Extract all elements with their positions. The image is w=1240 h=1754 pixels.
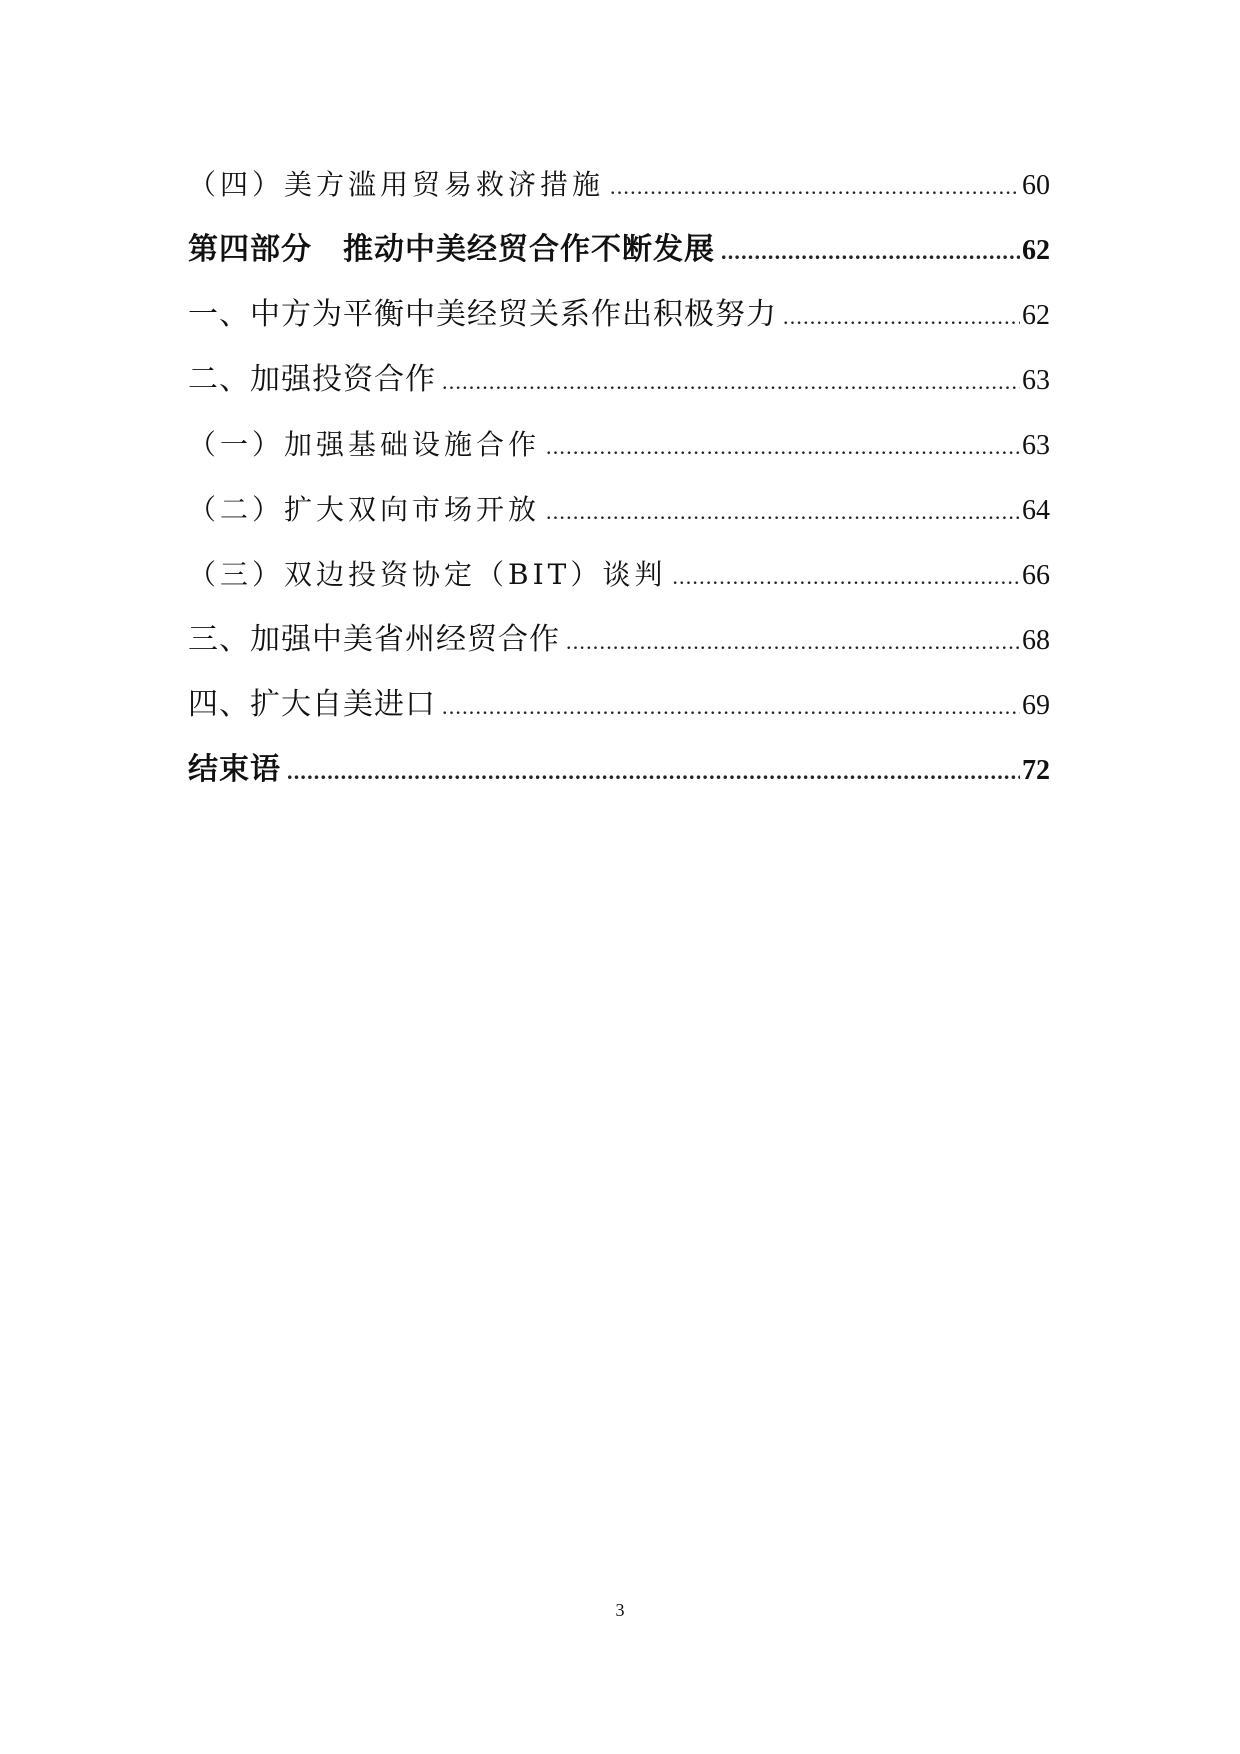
- toc-entry-label: 二、加强投资合作: [188, 362, 436, 397]
- toc-entry-label: （四）美方滥用贸易救济措施: [188, 168, 605, 201]
- toc-entry-label: 结束语: [188, 752, 281, 787]
- toc-page-number: 63: [1022, 365, 1050, 396]
- toc-entry-section-four[interactable]: [188, 672, 1050, 737]
- toc-entry-section-one[interactable]: [188, 282, 1050, 347]
- toc-entry-section-two[interactable]: [188, 347, 1050, 412]
- toc-entry-infrastructure[interactable]: [188, 412, 1050, 477]
- toc-entry-section-three[interactable]: [188, 607, 1050, 672]
- toc-entry-conclusion[interactable]: [188, 737, 1050, 802]
- toc-page-number: 64: [1022, 495, 1050, 526]
- toc-page-number: 60: [1022, 170, 1050, 201]
- toc-entry-bit-negotiation[interactable]: [188, 542, 1050, 607]
- toc-dot-leader: [442, 349, 1020, 414]
- toc-page-number: 62: [1022, 235, 1050, 266]
- table-of-contents: [188, 152, 1050, 802]
- toc-dot-leader: [546, 479, 1020, 544]
- toc-page-number: 69: [1022, 690, 1050, 721]
- toc-dot-leader: [610, 154, 1020, 219]
- toc-dot-leader: [721, 219, 1020, 284]
- toc-entry-part-four[interactable]: [188, 217, 1050, 282]
- toc-dot-leader: [546, 414, 1020, 479]
- toc-dot-leader: [672, 544, 1020, 609]
- toc-dot-leader: [566, 609, 1020, 674]
- toc-dot-leader: [783, 284, 1020, 349]
- toc-dot-leader: [287, 739, 1020, 804]
- toc-page-number: 62: [1022, 300, 1050, 331]
- page-number-footer: 3: [615, 1600, 625, 1620]
- toc-entry-label: （二）扩大双向市场开放: [188, 493, 541, 526]
- toc-page-number: 72: [1022, 755, 1050, 786]
- toc-entry-label: （一）加强基础设施合作: [188, 428, 541, 461]
- toc-entry-label: 四、扩大自美进口: [188, 687, 436, 722]
- toc-page-number: 66: [1022, 560, 1050, 591]
- toc-dot-leader: [442, 674, 1020, 739]
- toc-page-number: 68: [1022, 625, 1050, 656]
- toc-entry-label: 三、加强中美省州经贸合作: [188, 622, 560, 657]
- toc-entry-market-opening[interactable]: [188, 477, 1050, 542]
- toc-entry-label: （三）双边投资协定（BIT）谈判: [188, 558, 667, 591]
- toc-entry-label: 第四部分 推动中美经贸合作不断发展: [188, 232, 715, 267]
- toc-entry-us-trade-remedy-abuse[interactable]: [188, 152, 1050, 217]
- toc-entry-label: 一、中方为平衡中美经贸关系作出积极努力: [188, 297, 777, 332]
- toc-page-number: 63: [1022, 430, 1050, 461]
